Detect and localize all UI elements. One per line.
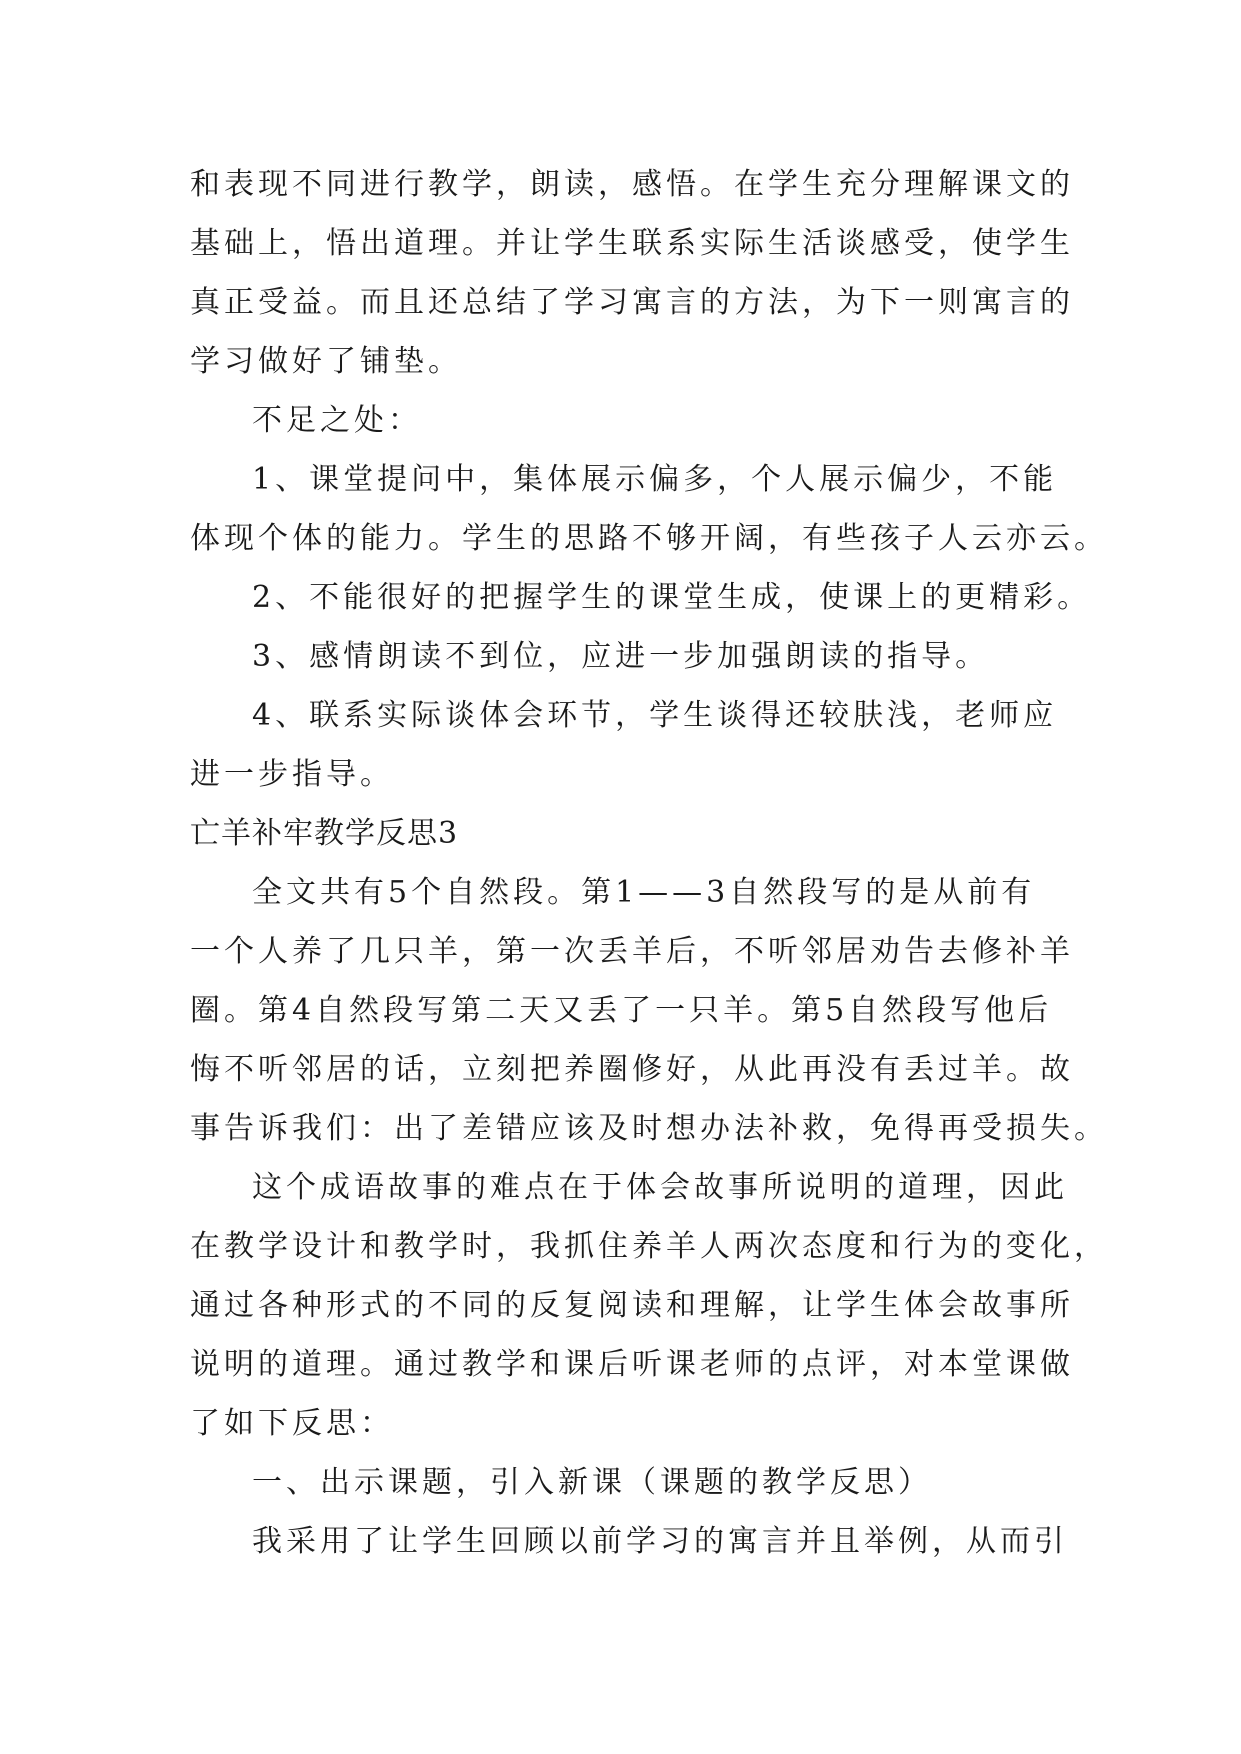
paragraph-line: 事告诉我们：出了差错应该及时想办法补救，免得再受损失。: [190, 1111, 1108, 1146]
paragraph-line: 我采用了让学生回顾以前学习的寓言并且举例，从而引: [252, 1524, 1068, 1559]
paragraph-line: 真正受益。而且还总结了学习寓言的方法，为下一则寓言的: [190, 285, 1074, 320]
list-item: 4、联系实际谈体会环节，学生谈得还较肤浅，老师应: [252, 698, 1058, 733]
paragraph-line: 和表现不同进行教学，朗读，感悟。在学生充分理解课文的: [190, 167, 1074, 202]
paragraph-line: 全文共有5个自然段。第1——3自然段写的是从前有: [252, 875, 1036, 910]
list-item: 1、课堂提问中，集体展示偏多，个人展示偏少，不能: [252, 462, 1058, 497]
paragraph-line: 基础上，悟出道理。并让学生联系实际生活谈感受，使学生: [190, 226, 1074, 261]
paragraph-line: 学习做好了铺垫。: [190, 344, 462, 379]
paragraph-line: 通过各种形式的不同的反复阅读和理解，让学生体会故事所: [190, 1288, 1074, 1323]
list-item: 2、不能很好的把握学生的课堂生成，使课上的更精彩。: [252, 580, 1092, 615]
paragraph-line: 说明的道理。通过教学和课后听课老师的点评，对本堂课做: [190, 1347, 1074, 1382]
paragraph-line: 进一步指导。: [190, 757, 394, 792]
paragraph-line: 这个成语故事的难点在于体会故事所说明的道理，因此: [252, 1170, 1068, 1205]
document-body: [190, 155, 1108, 1571]
list-item: 3、感情朗读不到位，应进一步加强朗读的指导。: [252, 639, 990, 674]
paragraph-line: 悔不听邻居的话，立刻把养圈修好，从此再没有丢过羊。故: [190, 1052, 1074, 1087]
paragraph-line: 体现个体的能力。学生的思路不够开阔，有些孩子人云亦云。: [190, 521, 1108, 556]
section-heading: 亡羊补牢教学反思3: [190, 816, 459, 851]
paragraph-line: 圈。第4自然段写第二天又丢了一只羊。第5自然段写他后: [190, 993, 1053, 1028]
paragraph-line: 了如下反思：: [190, 1406, 394, 1441]
subsection-heading: 一、出示课题，引入新课（课题的教学反思）: [252, 1465, 932, 1500]
paragraph-line: 一个人养了几只羊，第一次丢羊后，不听邻居劝告去修补羊: [190, 934, 1074, 969]
paragraph-line: 在教学设计和教学时，我抓住养羊人两次态度和行为的变化，: [190, 1229, 1108, 1264]
section-label: 不足之处：: [252, 403, 422, 438]
